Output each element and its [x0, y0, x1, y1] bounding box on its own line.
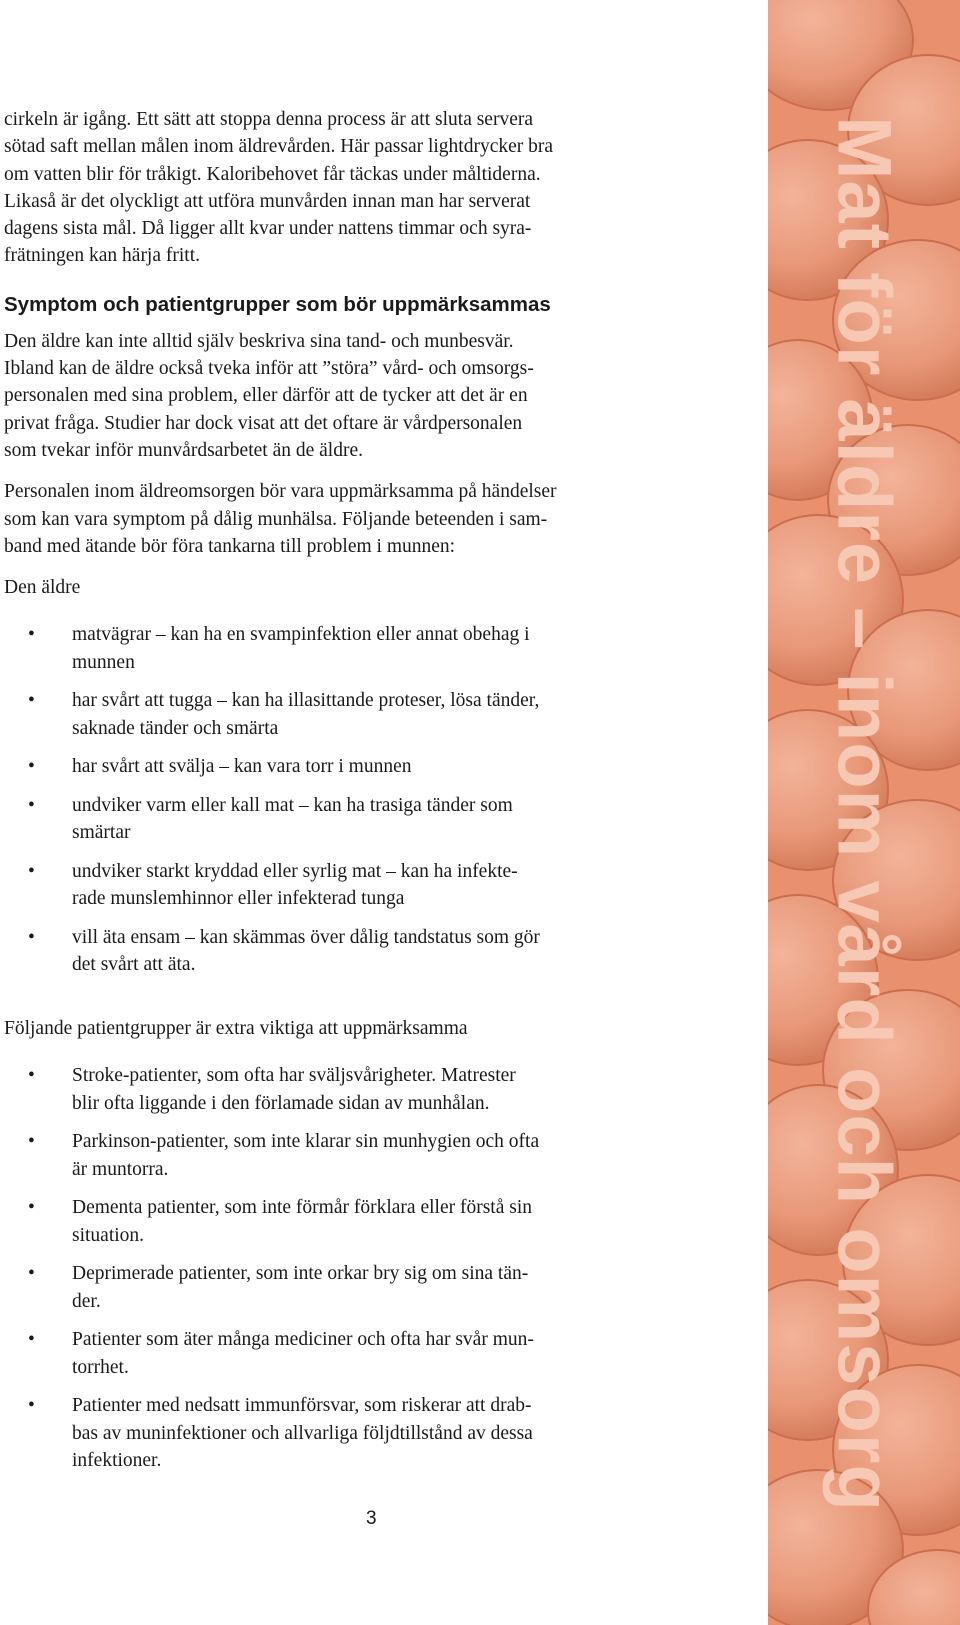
decorative-sidebar: [768, 0, 960, 1625]
text-line: torrhet.: [72, 1356, 129, 1378]
intro-paragraph: [4, 106, 664, 270]
text-line: undviker starkt kryddad eller syrlig mat – kan ha infekte-: [72, 860, 518, 882]
list-item: [4, 1062, 664, 1117]
text-line: der.: [72, 1290, 101, 1312]
list-item: [4, 1194, 664, 1249]
list-item: [4, 1392, 664, 1475]
sidebar-title: Mat för äldre – inom vård och omsorg: [821, 116, 907, 1512]
text-line: Ibland kan de äldre också tveka inför att ”störa” vård- och omsorgs-: [4, 358, 534, 380]
text-line: vill äta ensam – kan skämmas över dålig tandstatus som gör: [72, 926, 540, 948]
text-line: situation.: [72, 1224, 145, 1246]
text-line: matvägrar – kan ha en svampinfektion eller annat obehag i: [72, 624, 530, 646]
text-line: band med ätande bör föra tankarna till problem i munnen:: [4, 535, 456, 557]
patient-group-list: [4, 1062, 664, 1475]
text-line: bas av muninfektioner och allvarliga följdtillstånd av dessa: [72, 1422, 533, 1444]
text-line: Likaså är det olyckligt att utföra munvården innan man har serverat: [4, 190, 531, 212]
list-item: [4, 1128, 664, 1183]
list-item: [4, 621, 664, 676]
text-line: rade munslemhinnor eller infekterad tunga: [72, 888, 405, 910]
list-1-intro: Den äldre: [4, 577, 81, 599]
text-line: Patienter som äter många mediciner och ofta har svår mun-: [72, 1329, 534, 1351]
text-line: är muntorra.: [72, 1158, 169, 1180]
text-line: infektioner.: [72, 1450, 162, 1472]
text-line: har svårt att svälja – kan vara torr i munnen: [72, 756, 412, 778]
text-line: Parkinson-patienter, som inte klarar sin munhygien och ofta: [72, 1131, 540, 1153]
text-line: personalen med sina problem, eller därför att de tycker att det är en: [4, 385, 528, 407]
bullet-icon: •: [28, 1329, 35, 1351]
list-item: [4, 792, 664, 847]
text-line: cirkeln är igång. Ett sätt att stoppa denna process är att sluta servera: [4, 109, 534, 130]
text-line: blir ofta liggande i den förlamade sidan av munhålan.: [72, 1092, 490, 1114]
bullet-icon: •: [28, 1197, 35, 1219]
list-item: [4, 924, 664, 979]
text-line: som tvekar inför munvårdsarbetet än de äldre.: [4, 439, 363, 461]
text-line: Deprimerade patienter, som inte orkar bry sig om sina tän-: [72, 1263, 529, 1285]
bullet-icon: •: [28, 756, 35, 778]
behavior-list: [4, 621, 664, 979]
text-line: smärtar: [72, 822, 131, 844]
text-line: Dementa patienter, som inte förmår förklara eller förstå sin: [72, 1197, 532, 1219]
text-line: om vatten blir för tråkigt. Kaloribehovet får täckas under måltiderna.: [4, 163, 541, 185]
bullet-icon: •: [28, 690, 35, 712]
bullet-icon: •: [28, 794, 35, 816]
list-item: [4, 1260, 664, 1315]
text-line: saknade tänder och smärta: [72, 717, 279, 739]
text-line: sötad saft mellan målen inom äldrevården. Här passar lightdrycker bra: [4, 136, 554, 158]
paragraph-patient-hesitation: [4, 328, 664, 464]
text-line: frätningen kan härja fritt.: [4, 245, 200, 267]
text-line: privat fråga. Studier har dock visat att det oftare är vårdpersonalen: [4, 412, 523, 434]
text-line: undviker varm eller kall mat – kan ha trasiga tänder som: [72, 794, 513, 816]
main-text-column: [4, 106, 664, 1486]
list-item: [4, 753, 664, 781]
text-line: som kan vara symptom på dålig munhälsa. Följande beteenden i sam-: [4, 508, 548, 530]
list-item: [4, 687, 664, 742]
text-line: Personalen inom äldreomsorgen bör vara uppmärksamma på händelser: [4, 481, 557, 503]
text-line: Patienter med nedsatt immunförsvar, som riskerar att drab-: [72, 1395, 532, 1417]
page-number: 3: [366, 1508, 377, 1529]
bullet-icon: •: [28, 1065, 35, 1087]
text-line: munnen: [72, 651, 135, 673]
text-line: det svårt att äta.: [72, 954, 196, 976]
list-2-intro: Följande patientgrupper är extra viktiga att uppmärksamma: [4, 1017, 468, 1039]
bullet-icon: •: [28, 624, 35, 646]
list-item: [4, 858, 664, 913]
text-line: dagens sista mål. Då ligger allt kvar under nattens timmar och syra-: [4, 218, 532, 240]
bullet-icon: •: [28, 1131, 35, 1153]
bullet-icon: •: [28, 860, 35, 882]
text-line: har svårt att tugga – kan ha illasittande proteser, lösa tänder,: [72, 690, 540, 712]
text-line: Stroke-patienter, som ofta har sväljsvårigheter. Matrester: [72, 1065, 516, 1087]
paragraph-staff-awareness: [4, 478, 664, 560]
bullet-icon: •: [28, 926, 35, 948]
list-item: [4, 1326, 664, 1381]
bullet-icon: •: [28, 1263, 35, 1285]
section-heading: Symptom och patientgrupper som bör uppmärksammas: [4, 292, 551, 316]
bullet-icon: •: [28, 1395, 35, 1417]
text-line: Den äldre kan inte alltid själv beskriva sina tand- och munbesvär.: [4, 330, 514, 352]
